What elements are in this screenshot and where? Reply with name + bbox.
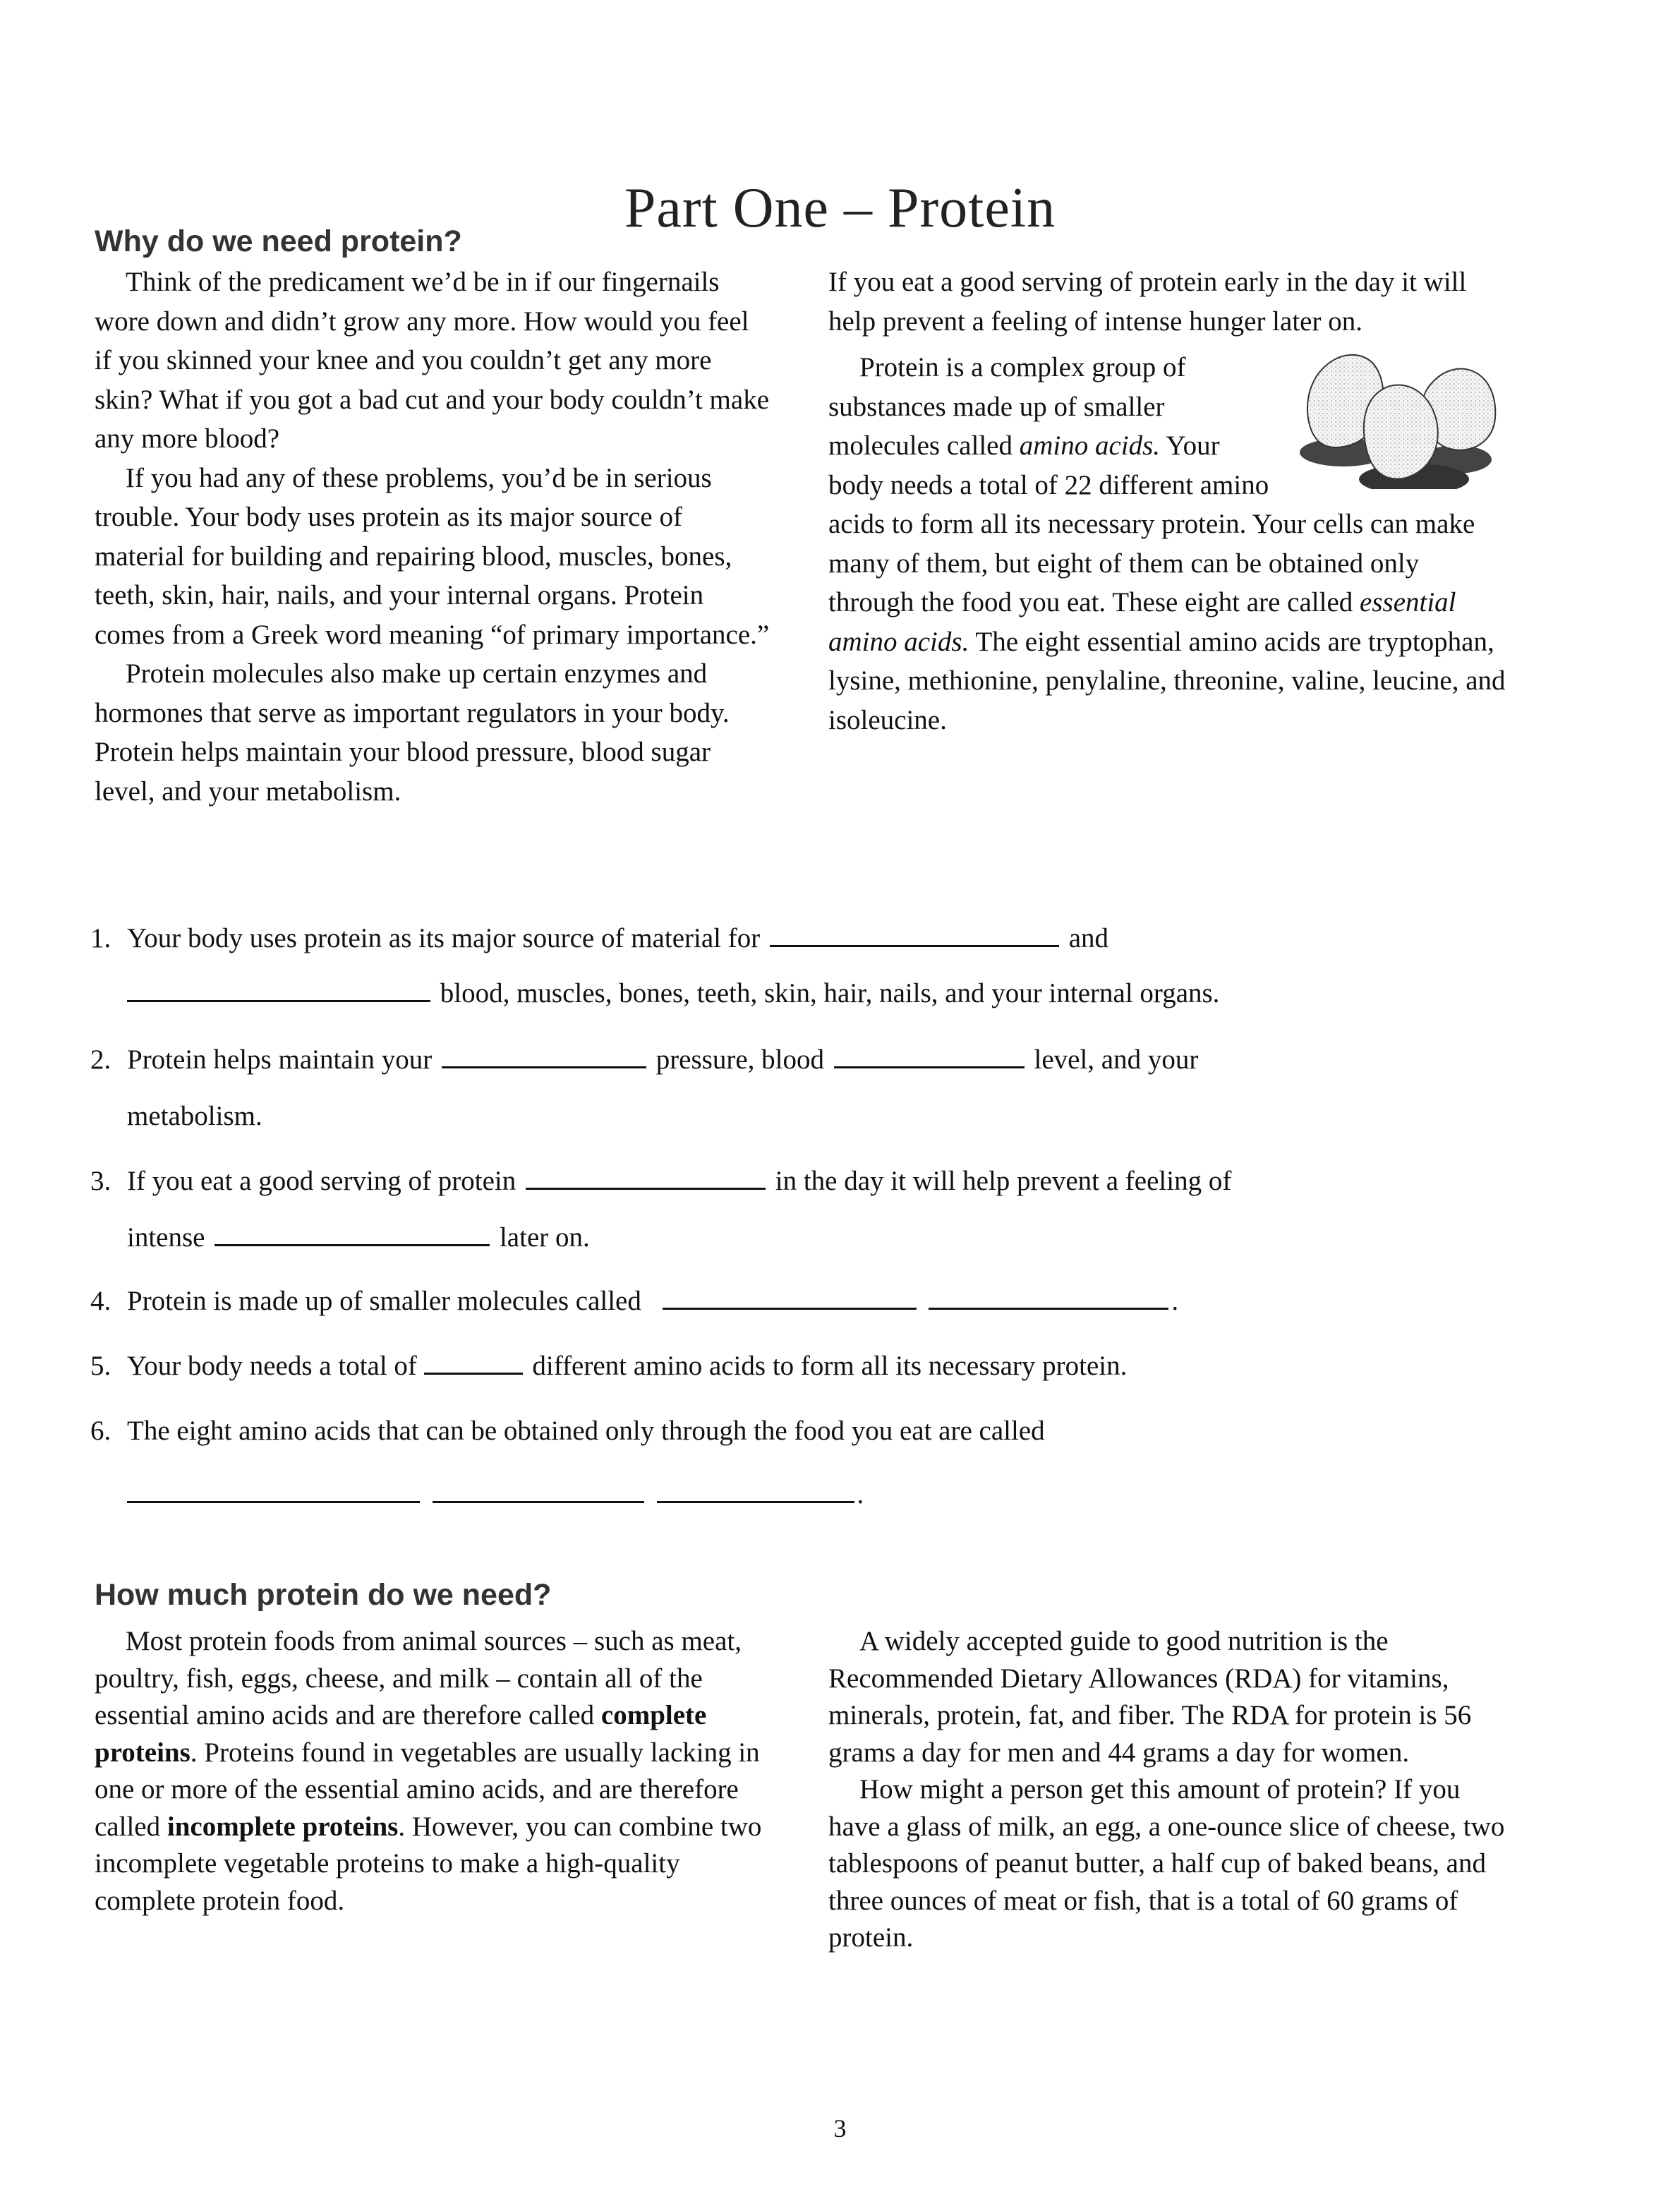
paragraph: Think of the predicament we’d be in if our fingernails wore down and didn’t grow any more. How would you feel if you skinned your knee and you couldn’t get any more skin? What if you got a bad cut and your body couldn’t make any more blood? [95, 267, 770, 454]
question-3: 3. If you eat a good serving of protein in the day it will help prevent a feeling of [90, 1162, 1231, 1200]
question-6-cont: . [127, 1475, 864, 1514]
section1-right-column [828, 263, 1506, 740]
paragraph-amino-acids: Protein is a complex group of substances made up of smaller molecules called amino acids. Your body needs a total of 22 different amino acids to form all its necessary protein. Your cells can make many of them, but eight of them can be obtained only through the food you eat. These eight are called essential amino acids. The eight essential amino acids are tryptophan, lysine, methionine, penylaline, threonine, valine, leucine, and isoleucine. [828, 348, 1506, 740]
paragraph: How might a person get this amount of protein? If you have a glass of milk, an egg, a one-ounce slice of cheese, two tablespoons of peanut butter, a half cup of baked beans, and three ounces of meat or fish, that is a total of 60 grams of protein. [828, 1774, 1505, 1953]
answer-blank[interactable] [424, 1347, 523, 1375]
section2-right-column [828, 1623, 1506, 1957]
question-4: 4. Protein is made up of smaller molecules called . [90, 1282, 1178, 1320]
answer-blank[interactable] [214, 1219, 490, 1246]
answer-blank[interactable] [526, 1162, 766, 1190]
page-title: Part One – Protein [624, 176, 1056, 239]
paragraph: If you eat a good serving of protein early in the day it will help prevent a feeling of intense hunger later on. [828, 267, 1467, 337]
answer-blank[interactable] [127, 975, 430, 1002]
question-5: 5. Your body needs a total of different amino acids to form all its necessary protein. [90, 1346, 1127, 1385]
paragraph: If you had any of these problems, you’d be in serious trouble. Your body uses protein as its major source of material for building and repairing blood, muscles, bones, teeth, skin, hair, nails, and your internal organs. Protein comes from a Greek word meaning “of primary importance.” [95, 462, 770, 650]
answer-blank[interactable] [433, 1476, 644, 1503]
page-number: 3 [833, 2114, 847, 2142]
question-6: 6. The eight amino acids that can be obtained only through the food you eat are called [90, 1416, 1045, 1446]
paragraph: Protein molecules also make up certain enzymes and hormones that serve as important regulators in your body. Protein helps maintain your blood pressure, blood sugar level, and your metabolism. [95, 658, 730, 807]
answer-blank[interactable] [657, 1476, 854, 1503]
section-heading-how-much: How much protein do we need? [95, 1578, 552, 1612]
paragraph-complete-proteins: Most protein foods from animal sources – such as meat, poultry, fish, eggs, cheese, and milk – contain all of the essential amino acids and are therefore called complete proteins. Proteins found in vegetables are usually lacking in one or more of the essential amino acids, and are therefore called incomplete proteins. However, you can combine two incomplete vegetable proteins to make a high-quality complete protein food. [95, 1626, 762, 1916]
question-2-cont: metabolism. [127, 1101, 262, 1131]
paragraph: A widely accepted guide to good nutrition is the Recommended Dietary Allowances (RDA) for vitamins, minerals, protein, fat, and fiber. The RDA for protein is 56 grams a day for men and 44 grams a day for women. [828, 1626, 1472, 1768]
eggs-icon [1280, 341, 1520, 489]
question-3-cont: intense later on. [127, 1218, 590, 1257]
answer-blank[interactable] [770, 920, 1059, 947]
answer-blank[interactable] [442, 1041, 646, 1068]
answer-blank[interactable] [663, 1282, 917, 1310]
question-1: 1. Your body uses protein as its major source of material for and [90, 919, 1108, 958]
section1-left-column [95, 263, 772, 811]
section-heading-why: Why do we need protein? [95, 224, 462, 258]
question-1-cont: blood, muscles, bones, teeth, skin, hair, nails, and your internal organs. [127, 974, 1219, 1013]
answer-blank[interactable] [127, 1476, 420, 1503]
question-2: 2. Protein helps maintain your pressure, blood level, and your [90, 1040, 1198, 1079]
answer-blank[interactable] [929, 1282, 1168, 1310]
section2-left-column [95, 1623, 772, 1919]
answer-blank[interactable] [834, 1041, 1025, 1068]
